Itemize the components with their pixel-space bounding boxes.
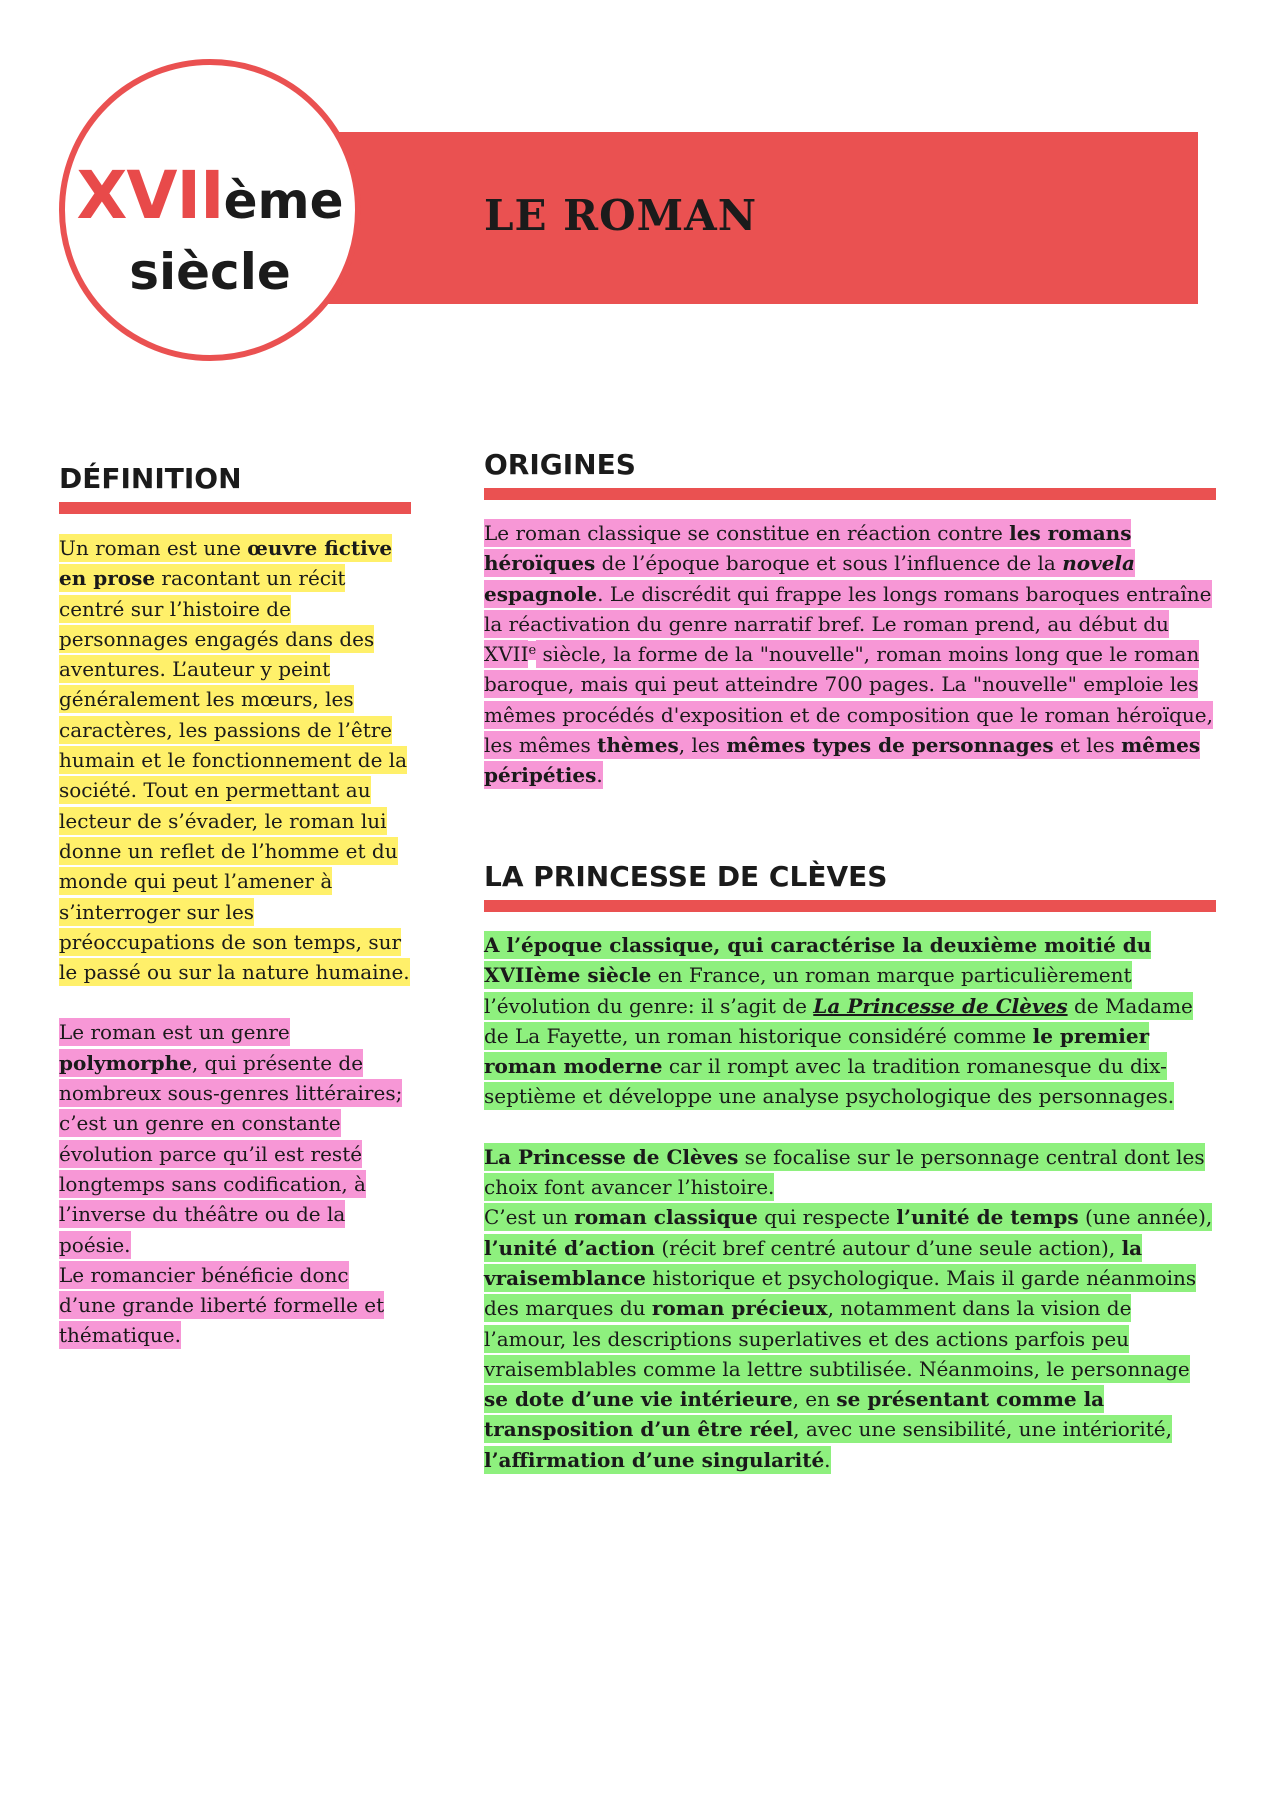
definition-paragraph-3: [59, 1260, 411, 1351]
origines-heading: ORIGINES: [484, 448, 636, 481]
text-run: l’unité d’action: [484, 1235, 655, 1260]
text-run: La Princesse de Clèves: [813, 993, 1068, 1018]
text-run: .: [596, 763, 603, 788]
text-run: le premier roman moderne: [484, 1023, 1150, 1079]
text-run: La Princesse de Clèves: [484, 1144, 739, 1169]
text-run: racontant un récit centré sur l’histoire de personnages engagés dans des aventures. L’auteur y peint généralement les mœurs, les caractères, les passions de l’être humain et le fonctionnement de la société. Tout en permettant au lecteur de s’évader, le roman lui donne un reflet de l’homme et du monde qui peut l’amener à s’interroger sur les préoccupations de son temps, sur le passé ou sur la nature humaine.: [59, 566, 410, 985]
text-run: , en: [792, 1387, 837, 1412]
text-run: Le roman classique se constitue en réaction contre: [484, 521, 1010, 545]
text-run: mêmes types de personnages: [726, 733, 1054, 758]
origines-paragraph-1: [484, 518, 1219, 791]
text-run: , qui présente de nombreux sous-genres littéraires; c’est un genre en constante évolution parce qu’il est resté longtemps sans codification, à l’inverse du théâtre ou de la poésie.: [59, 1050, 403, 1257]
princesse-text: [484, 930, 1219, 1475]
text-run: e: [528, 642, 537, 658]
text-run: l’unité de temps: [896, 1205, 1079, 1230]
origines-text: [484, 518, 1219, 791]
text-run: roman classique: [574, 1205, 758, 1230]
paragraph-gap: [59, 987, 411, 1017]
text-run: polymorphe: [59, 1050, 192, 1075]
century-badge: [59, 59, 361, 361]
page-title: LE ROMAN: [484, 191, 758, 240]
century-badge-line2: siècle: [129, 243, 291, 301]
text-run: en France, un roman marque particulièrement l’évolution du genre: il s’agit de: [484, 963, 1132, 1018]
title-banner: [318, 132, 1198, 304]
text-run: se dote d’une vie intérieure: [484, 1387, 793, 1412]
text-run: historique et psychologique. Mais il garde néanmoins des marques du: [484, 1265, 1197, 1321]
text-run: se focalise sur le personnage central dont les choix font avancer l’histoire.: [484, 1144, 1205, 1200]
text-run: novela: [1062, 551, 1135, 576]
definition-text: [59, 533, 411, 1351]
text-run: C’est un: [484, 1205, 575, 1230]
text-run: et les: [1053, 733, 1122, 758]
text-run: roman précieux: [651, 1296, 828, 1321]
text-run: , notamment dans la vision de l’amour, les descriptions superlatives et des actions parfois peu vraisemblables comme la lettre subtilisée. Néanmoins, le personnage: [484, 1296, 1190, 1381]
text-run: siècle, la forme de la "nouvelle", roman moins long que le roman baroque, mais qui peut atteindre 700 pages. La "nouvelle" emploie les mêmes procédés d'exposition et de composition que le roman héroïque, les mêmes: [484, 642, 1213, 758]
text-run: mêmes péripéties: [484, 733, 1201, 788]
text-run: A l’époque classique, qui caractérise la deuxième moitié du XVIIème siècle: [484, 933, 1152, 988]
origines-rule: [484, 488, 1216, 500]
text-run: thèmes: [597, 733, 679, 758]
text-run: .: [824, 1447, 831, 1472]
text-run: se présentant comme la transposition d’un être réel: [484, 1387, 1105, 1442]
text-run: Le roman est un genre: [59, 1020, 290, 1045]
definition-heading: DÉFINITION: [59, 462, 242, 495]
text-run: les romans héroïques: [484, 521, 1132, 576]
century-roman-numeral: XVII: [76, 157, 224, 234]
text-run: l’affirmation d’une singularité: [484, 1447, 825, 1472]
princesse-rule: [484, 900, 1216, 912]
text-run: de Madame de La Fayette, un roman historique considéré comme: [484, 993, 1193, 1048]
text-run: , les: [678, 733, 727, 758]
text-run: la vraisemblance: [484, 1235, 1143, 1290]
text-run: de l’époque baroque et sous l’influence de la: [595, 551, 1063, 576]
definition-paragraph-1: [59, 533, 411, 987]
princesse-paragraph-3: [484, 1202, 1219, 1475]
text-run: œuvre fictive en prose: [59, 536, 393, 591]
text-run: (récit bref centré autour d’une seule action),: [654, 1235, 1122, 1260]
text-run: qui respecte: [757, 1205, 897, 1230]
text-run: Le romancier bénéficie donc d’une grande liberté formelle et thématique.: [59, 1262, 385, 1348]
definition-paragraph-2: [59, 1017, 411, 1259]
princesse-paragraph-2: [484, 1142, 1219, 1203]
text-run: . Le discrédit qui frappe les longs romans baroques entraîne la réactivation du genre narratif bref. Le roman prend, au début du XVII: [484, 581, 1212, 667]
princesse-heading: LA PRINCESSE DE CLÈVES: [484, 860, 888, 893]
definition-rule: [59, 502, 411, 514]
princesse-paragraph-1: [484, 930, 1219, 1112]
paragraph-gap: [484, 1112, 1219, 1142]
text-run: , avec une sensibilité, une intériorité,: [793, 1417, 1172, 1442]
century-badge-line1: [65, 157, 355, 234]
text-run: car il rompt avec la tradition romanesque du dix-septième et développe une analyse psychologique des personnages.: [484, 1054, 1175, 1109]
text-run: (une année),: [1078, 1205, 1213, 1230]
text-run: Un roman est une: [59, 536, 248, 560]
text-run: espagnole: [484, 581, 598, 606]
century-suffix: ème: [223, 172, 344, 230]
